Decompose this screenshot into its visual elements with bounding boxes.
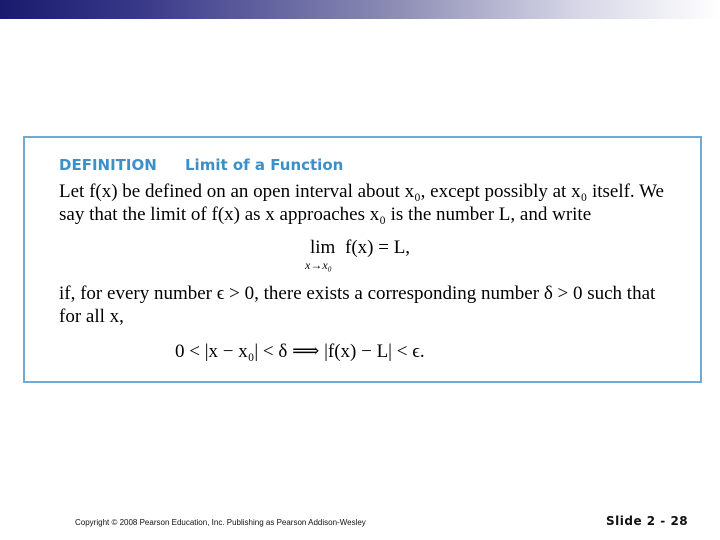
definition-box — [23, 136, 702, 383]
limit-subscript: x→x₀ — [305, 258, 332, 272]
definition-header — [59, 156, 344, 174]
limit-word: lim — [310, 237, 336, 258]
definition-line-3: if, for every number ϵ > 0, there exists a corresponding number δ > 0 such that — [59, 283, 656, 304]
epsilon-delta-implication: 0 < |x − x₀| < δ ⟹ |f(x) − L| < ϵ. — [175, 341, 425, 362]
definition-line-4: for all x, — [59, 306, 124, 327]
limit-expression: f(x) = L, — [345, 237, 411, 258]
title-gradient-bar — [0, 0, 720, 19]
definition-label: DEFINITION — [59, 156, 157, 174]
slide-number: Slide 2 - 28 — [606, 514, 689, 528]
definition-line-2: say that the limit of f(x) as x approaches x₀ is the number L, and write — [59, 204, 592, 225]
definition-term: Limit of a Function — [185, 156, 344, 174]
copyright-footer: Copyright © 2008 Pearson Education, Inc. Publishing as Pearson Addison-Wesley — [75, 518, 366, 527]
definition-line-1: Let f(x) be defined on an open interval about x₀, except possibly at x₀ itself. We — [59, 181, 664, 202]
